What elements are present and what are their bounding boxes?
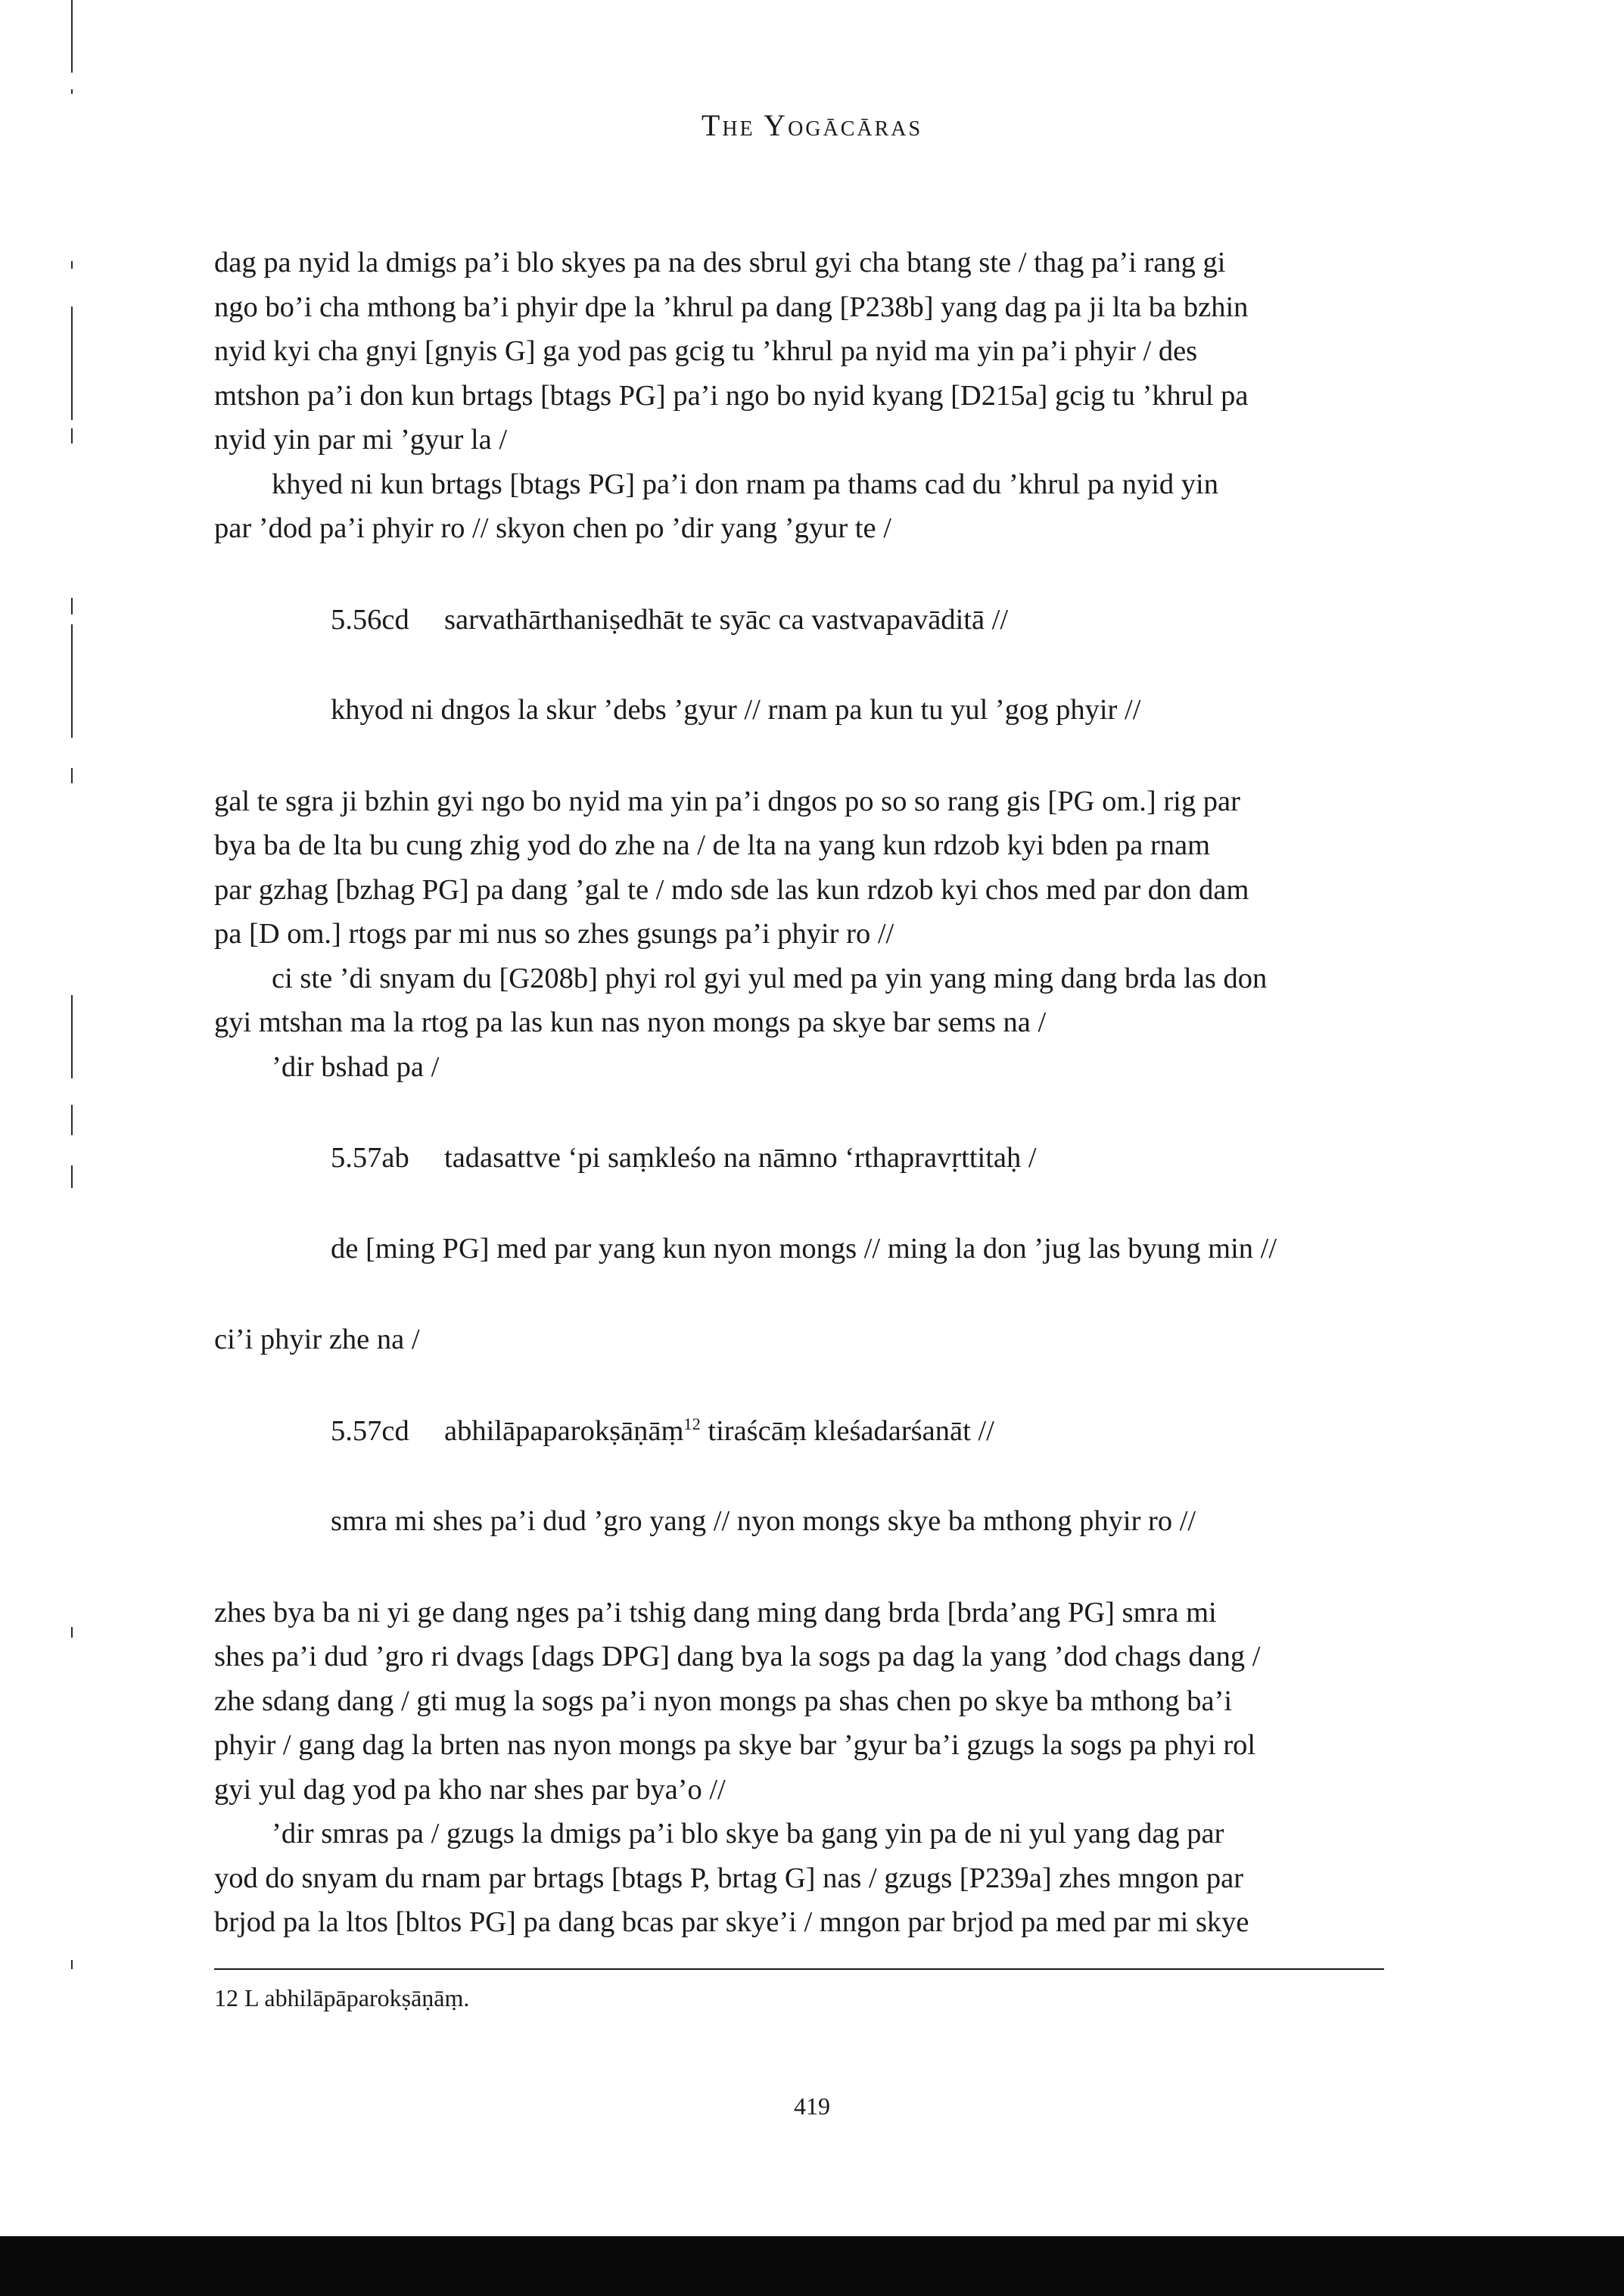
binding-mark — [71, 1165, 73, 1188]
verse-sanskrit-text: abhilāpaparokṣāṇāṃ — [444, 1414, 684, 1447]
paragraph — [214, 1591, 1392, 1812]
page-number: 419 — [794, 2092, 830, 2120]
verse-tibetan: khyod ni dngos la skur ’debs ’gyur // rnam pa kun tu yul ’gog phyir // — [331, 694, 1141, 726]
verse-tibetan: de [ming PG] med par yang kun nyon mongs // ming la don ’jug las byung min // — [331, 1232, 1277, 1265]
text-line: yod do snyam du rnam par brtags [btags P, brtag G] nas / gzugs [P239a] zhes mngon par — [214, 1862, 1244, 1894]
verse-sanskrit-text: tadasattve ‘pi saṃkleśo na nāmno ‘rthapravṛttitaḥ / — [444, 1142, 1037, 1174]
binding-mark — [71, 428, 73, 443]
text-line: par ’dod pa’i phyir ro // skyon chen po ’dir yang ’gyur te / — [214, 512, 891, 544]
footnote — [214, 1981, 1392, 2014]
paragraph — [214, 462, 1392, 551]
text-line: zhe sdang dang / gti mug la sogs pa’i nyon mongs pa shas chen po skye ba mthong ba’i — [214, 1685, 1233, 1717]
text-line: zhes bya ba ni yi ge dang nges pa’i tshig dang ming dang brda [brda’ang PG] smra mi — [214, 1596, 1217, 1629]
binding-mark — [71, 261, 73, 269]
text-line: phyir / gang dag la brten nas nyon mongs pa skye bar ’gyur ba’i gzugs la sogs pa phyi rol — [214, 1729, 1256, 1761]
verse-sanskrit — [214, 598, 1392, 642]
binding-mark — [71, 1105, 73, 1135]
binding-mark — [71, 768, 73, 783]
text-line: ci ste ’di snyam du [G208b] phyi rol gyi yul med pa yin yang ming dang brda las don — [272, 962, 1268, 994]
text-line: mtshon pa’i don kun brtags [btags PG] pa’i ngo bo nyid kyang [D215a] gcig tu ’khrul pa — [214, 379, 1249, 412]
text-line: ’dir smras pa / gzugs la dmigs pa’i blo skye ba gang yin pa de ni yul yang dag par — [272, 1818, 1224, 1850]
verse-number: 5.56cd — [331, 603, 409, 636]
binding-mark — [71, 995, 73, 1078]
binding-mark — [71, 306, 73, 420]
text-line: par gzhag [bzhag PG] pa dang ’gal te / mdo sde las kun rdzob kyi chos med par don dam — [214, 873, 1249, 906]
text-line: dag pa nyid la dmigs pa’i blo skyes pa na des sbrul gyi cha btang ste / thag pa’i rang gi — [214, 247, 1226, 278]
text-line: ’dir bshad pa / — [272, 1050, 440, 1083]
text-line: shes pa’i dud ’gro ri dvags [dags DPG] dang bya la sogs pa dag la yang ’dod chags dang / — [214, 1641, 1261, 1672]
text-line: bya ba de lta bu cung zhig yod do zhe na / de lta na yang kun rdzob kyi bden pa rnam — [214, 829, 1211, 861]
paragraph — [214, 957, 1392, 1045]
footnote-number: 12 — [214, 1984, 238, 2011]
text-line: brjod pa la ltos [bltos PG] pa dang bcas par skye’i / mngon par brjod pa med par mi skye — [214, 1906, 1249, 1938]
verse-sanskrit-text: sarvathārthaniṣedhāt te syāc ca vastvapavāditā // — [444, 603, 1009, 636]
verse-number: 5.57cd — [331, 1414, 409, 1447]
verse-number: 5.57ab — [331, 1142, 409, 1174]
binding-mark — [71, 624, 73, 738]
text-line: nyid kyi cha gnyi [gnyis G] ga yod pas gcig tu ’khrul pa nyid ma yin pa’i phyir / des — [214, 335, 1198, 367]
verse-tibetan: smra mi shes pa’i dud ’gro yang // nyon mongs skye ba mthong phyir ro // — [331, 1505, 1196, 1537]
verse-sanskrit-text: tiraścāṃ kleśadarśanāt // — [700, 1414, 994, 1447]
verse-sanskrit — [214, 1409, 1392, 1454]
main-text — [214, 241, 1392, 1945]
binding-mark — [71, 89, 73, 94]
text-line: gyi yul dag yod pa kho nar shes par bya’o // — [214, 1773, 726, 1806]
footnote-marker[interactable]: 12 — [683, 1414, 701, 1433]
binding-mark — [71, 0, 73, 73]
binding-mark — [71, 1960, 73, 1969]
paragraph — [214, 241, 1392, 462]
text-line: khyed ni kun brtags [btags PG] pa’i don rnam pa thams cad du ’khrul pa nyid yin — [272, 468, 1219, 500]
text-line: ngo bo’i cha mthong ba’i phyir dpe la ’khrul pa dang [P238b] yang dag pa ji lta ba bzhin — [214, 291, 1249, 323]
running-head: The Yogācāras — [701, 108, 923, 142]
scan-bottom-edge — [0, 2236, 1624, 2296]
verse-sanskrit — [214, 1136, 1392, 1181]
footnote-divider — [214, 1968, 1384, 1970]
text-line: ci’i phyir zhe na / — [214, 1324, 420, 1355]
text-line: nyid yin par mi ’gyur la / — [214, 424, 508, 456]
text-line: gal te sgra ji bzhin gyi ngo bo nyid ma yin pa’i dngos po so so rang gis [PG om.] rig par — [214, 785, 1240, 817]
paragraph — [214, 1812, 1392, 1945]
footnote-text: L abhilāpāparokṣāṇāṃ. — [244, 1984, 470, 2011]
text-line: gyi mtshan ma la rtog pa las kun nas nyon mongs pa skye bar sems na / — [214, 1006, 1047, 1038]
binding-mark — [71, 598, 73, 614]
binding-mark — [71, 1627, 73, 1638]
paragraph — [214, 779, 1392, 957]
text-line: pa [D om.] rtogs par mi nus so zhes gsungs pa’i phyir ro // — [214, 918, 894, 950]
